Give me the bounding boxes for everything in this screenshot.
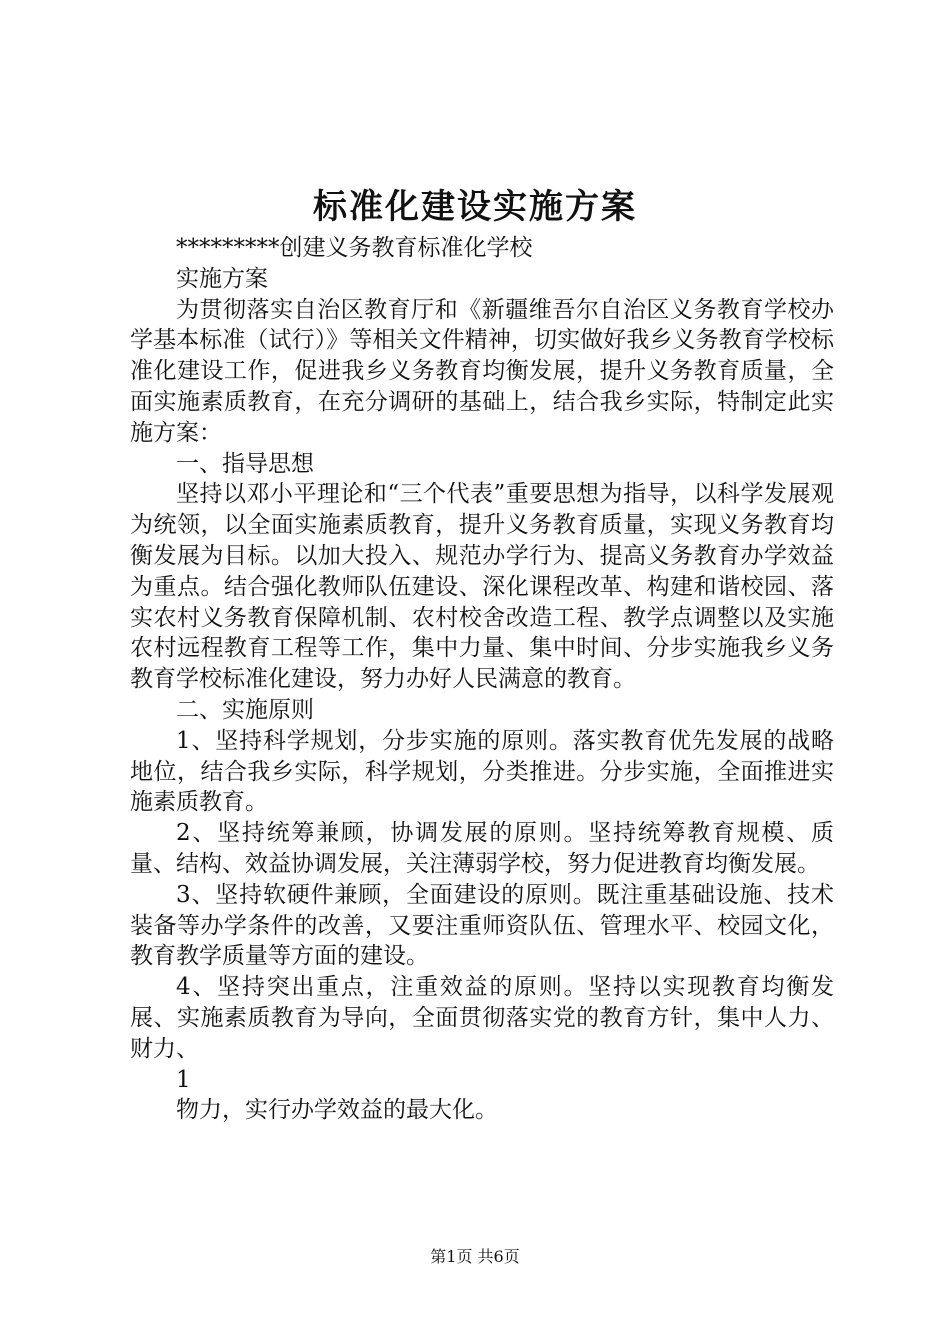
paragraph-school-name: *********创建义务教育标准化学校 <box>176 235 533 261</box>
paragraph-principle-1: 1、坚持科学规划，分步实施的原则。落实教育优先发展的战略地位，结合我乡实际，科学规划，分类推进。分步实施，全面推进实施素质教育。 <box>130 727 834 816</box>
document-body <box>130 233 834 1126</box>
paragraph-principle-4: 4、坚持突出重点，注重效益的原则。坚持以实现教育均衡发展、实施素质教育为导向，全面贯彻落实党的教育方针，集中人力、财力、 <box>130 974 834 1062</box>
inline-page-number: 1 <box>176 1066 191 1093</box>
paragraph-principle-2: 2、坚持统筹兼顾，协调发展的原则。坚持统筹教育规模、质量、结构、效益协调发展，关注薄弱学校，努力促进教育均衡发展。 <box>130 820 834 877</box>
heading-guiding-thought: 一、指导思想 <box>176 450 314 477</box>
paragraph-guiding-thought: 坚持以邓小平理论和“三个代表”重要思想为指导，以科学发展观为统领，以全面实施素质教育，提升义务教育质量，实现义务教育均衡发展为目标。以加大投入、规范办学行为、提高义务教育办学效益为重点。结合强化教师队伍建设、深化课程改革、构建和谐校园、落实农村义务教育保障机制、农村校舍改造工程、教学点调整以及实施农村远程教育工程等工作，集中力量、集中时间、分步实施我乡义务教育学校标准化建设，努力办好人民满意的教育。 <box>130 481 834 693</box>
paragraph-intro: 为贯彻落实自治区教育厅和《新疆维吾尔自治区义务教育学校办学基本标准（试行）》等相关文件精神，切实做好我乡义务教育学校标准化建设工作，促进我乡义务教育均衡发展，提升义务教育质量，全面实施素质教育，在充分调研的基础上，结合我乡实际，特制定此实施方案： <box>130 296 834 446</box>
page-footer: 第1页 共6页 <box>430 1247 520 1266</box>
heading-principles: 二、实施原则 <box>176 696 314 723</box>
paragraph-principle-3: 3、坚持软硬件兼顾，全面建设的原则。既注重基础设施、技术装备等办学条件的改善，又要注重师资队伍、管理水平、校园文化，教育教学质量等方面的建设。 <box>130 881 834 970</box>
paragraph-continuation: 物力，实行办学效益的最大化。 <box>176 1097 498 1124</box>
document-title: 标准化建设实施方案 <box>313 187 637 227</box>
paragraph-subtitle: 实施方案 <box>176 265 268 292</box>
